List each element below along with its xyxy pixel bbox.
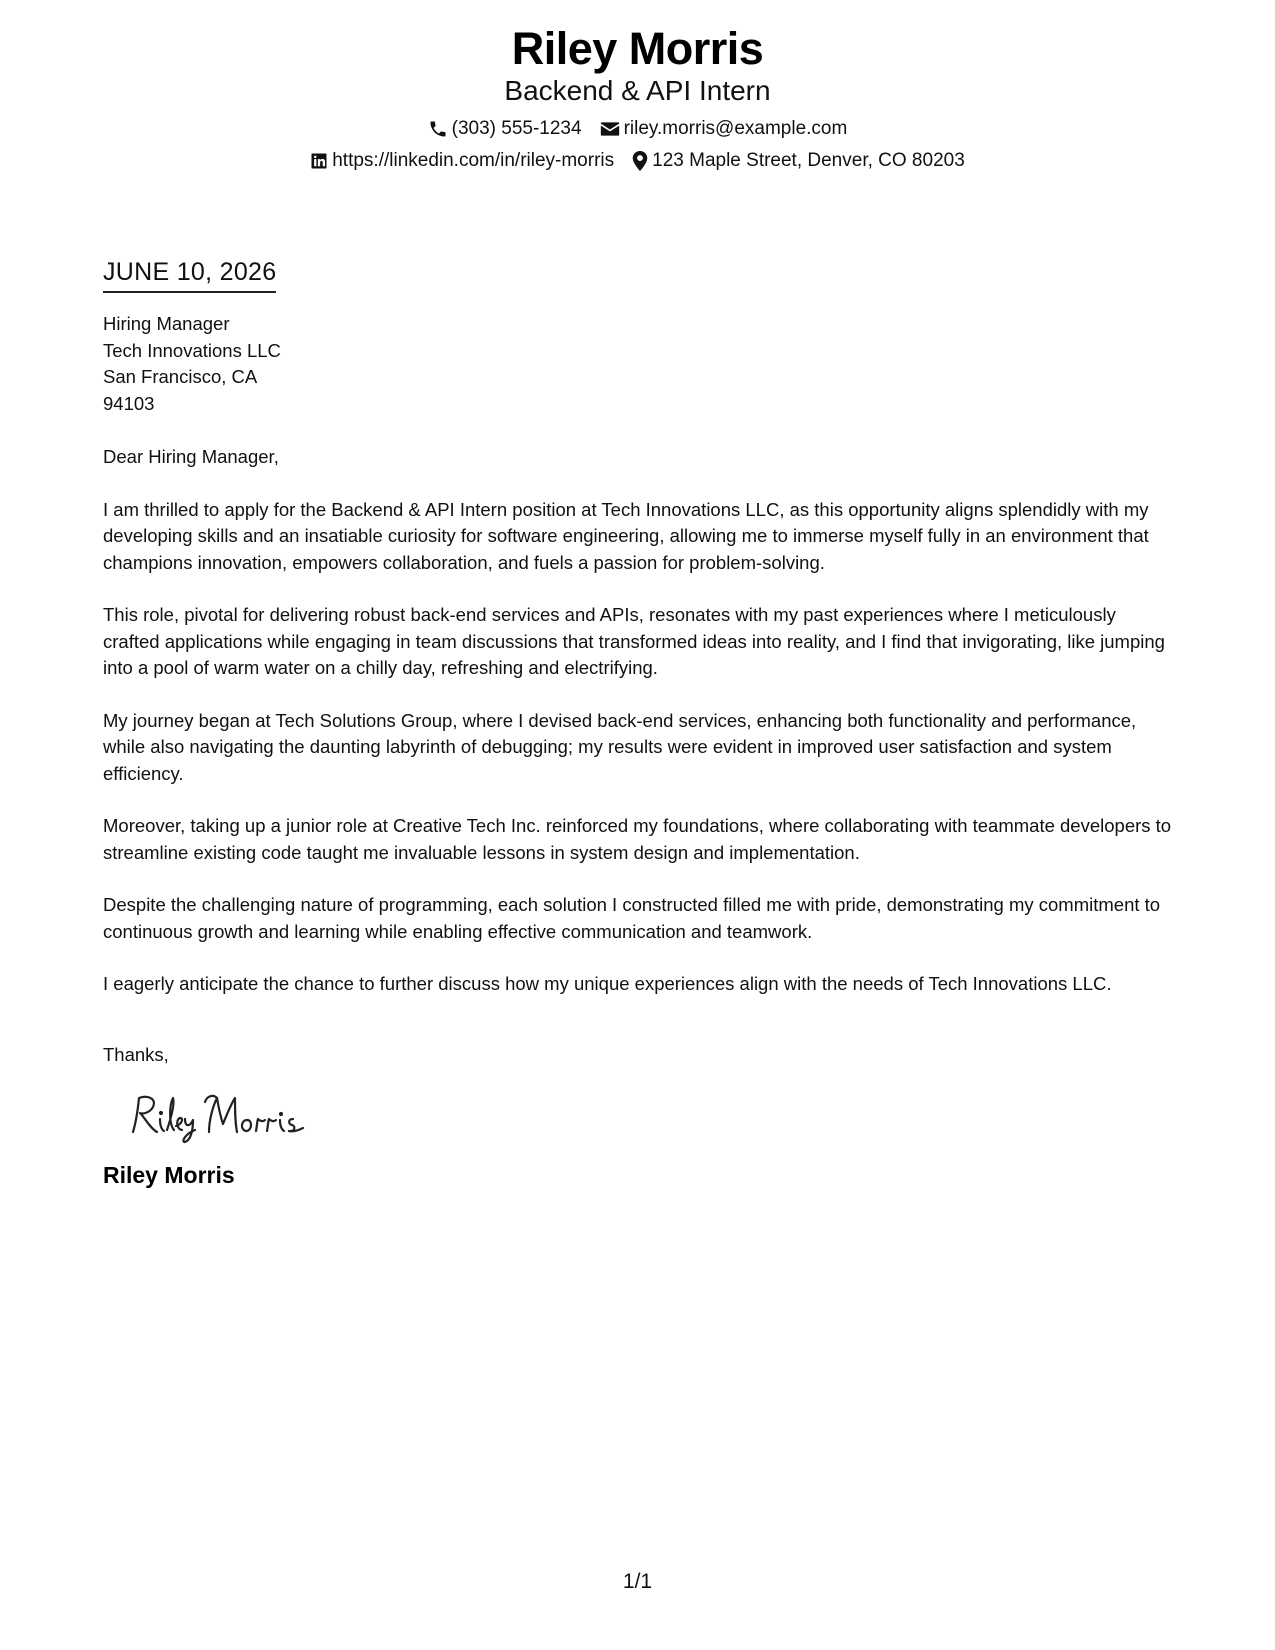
handwritten-signature: [127, 1086, 1175, 1146]
contact-address: [632, 148, 965, 174]
recipient-city: San Francisco, CA: [103, 366, 258, 387]
contact-row-secondary: [0, 148, 1275, 174]
email-address: riley.morris@example.com: [623, 118, 848, 139]
envelope-icon: [600, 120, 620, 138]
recipient-zip: 94103: [103, 392, 155, 414]
linkedin-icon: [310, 152, 328, 170]
letter-body: [103, 256, 1175, 1190]
phone-icon: [428, 119, 448, 139]
contact-row-primary: [0, 116, 1275, 142]
body-paragraph-2: This role, pivotal for delivering robust back-end services and APIs, resonates with my past experiences where I meticulously crafted applications while engaging in team discussions that transformed ideas into reality, and I find that invigorating, like jumping into a pool of warm water on a chilly day, refreshing and electrifying.: [103, 604, 1165, 678]
body-paragraph-1: I am thrilled to apply for the Backend & API Intern position at Tech Innovations LLC, as this opportunity aligns splendidly with my developing skills and an insatiable curiosity for software engineering, allowing me to immerse myself fully in an environment that champions innovation, empowers collaboration, and fuels a passion for problem-solving.: [103, 498, 1149, 573]
letter-date: JUNE 10, 2026: [103, 256, 276, 293]
body-paragraph-6: I eagerly anticipate the chance to further discuss how my unique experiences align with the needs of Tech Innovations LLC.: [103, 973, 1112, 994]
body-paragraph-5: Despite the challenging nature of programming, each solution I constructed filled me with pride, demonstrating my commitment to continuous growth and learning while enabling effective communication and teamwork.: [103, 894, 1161, 942]
recipient-company: Tech Innovations LLC: [103, 339, 281, 361]
contact-linkedin: [310, 148, 614, 174]
salutation: Dear Hiring Manager,: [103, 446, 279, 467]
letter-header: [0, 22, 1275, 174]
body-paragraph-4: Moreover, taking up a junior role at Creative Tech Inc. reinforced my foundations, where collaborating with teammate developers to streamline existing code taught me invaluable lessons in system design and implementation.: [103, 815, 1172, 863]
map-pin-icon: [632, 151, 648, 171]
body-paragraph-3: My journey began at Tech Solutions Group, where I devised back-end services, enhancing both functionality and performance, while also navigating the daunting labyrinth of debugging; my results were evident in improved user satisfaction and system efficiency.: [103, 709, 1137, 784]
closing: Thanks,: [103, 1043, 169, 1065]
phone-number: (303) 555-1234: [451, 118, 582, 139]
linkedin-url: https://linkedin.com/in/riley-morris: [332, 150, 615, 171]
page-number: 1/1: [622, 1570, 653, 1593]
recipient-title: Hiring Manager: [103, 313, 230, 334]
applicant-name: Riley Morris: [511, 23, 764, 74]
job-title: Backend & API Intern: [504, 75, 771, 106]
contact-email: [600, 116, 848, 142]
signer-name: Riley Morris: [103, 1162, 235, 1188]
contact-phone: [428, 116, 582, 142]
street-address: 123 Maple Street, Denver, CO 80203: [652, 150, 965, 171]
recipient-block: [103, 311, 1175, 417]
